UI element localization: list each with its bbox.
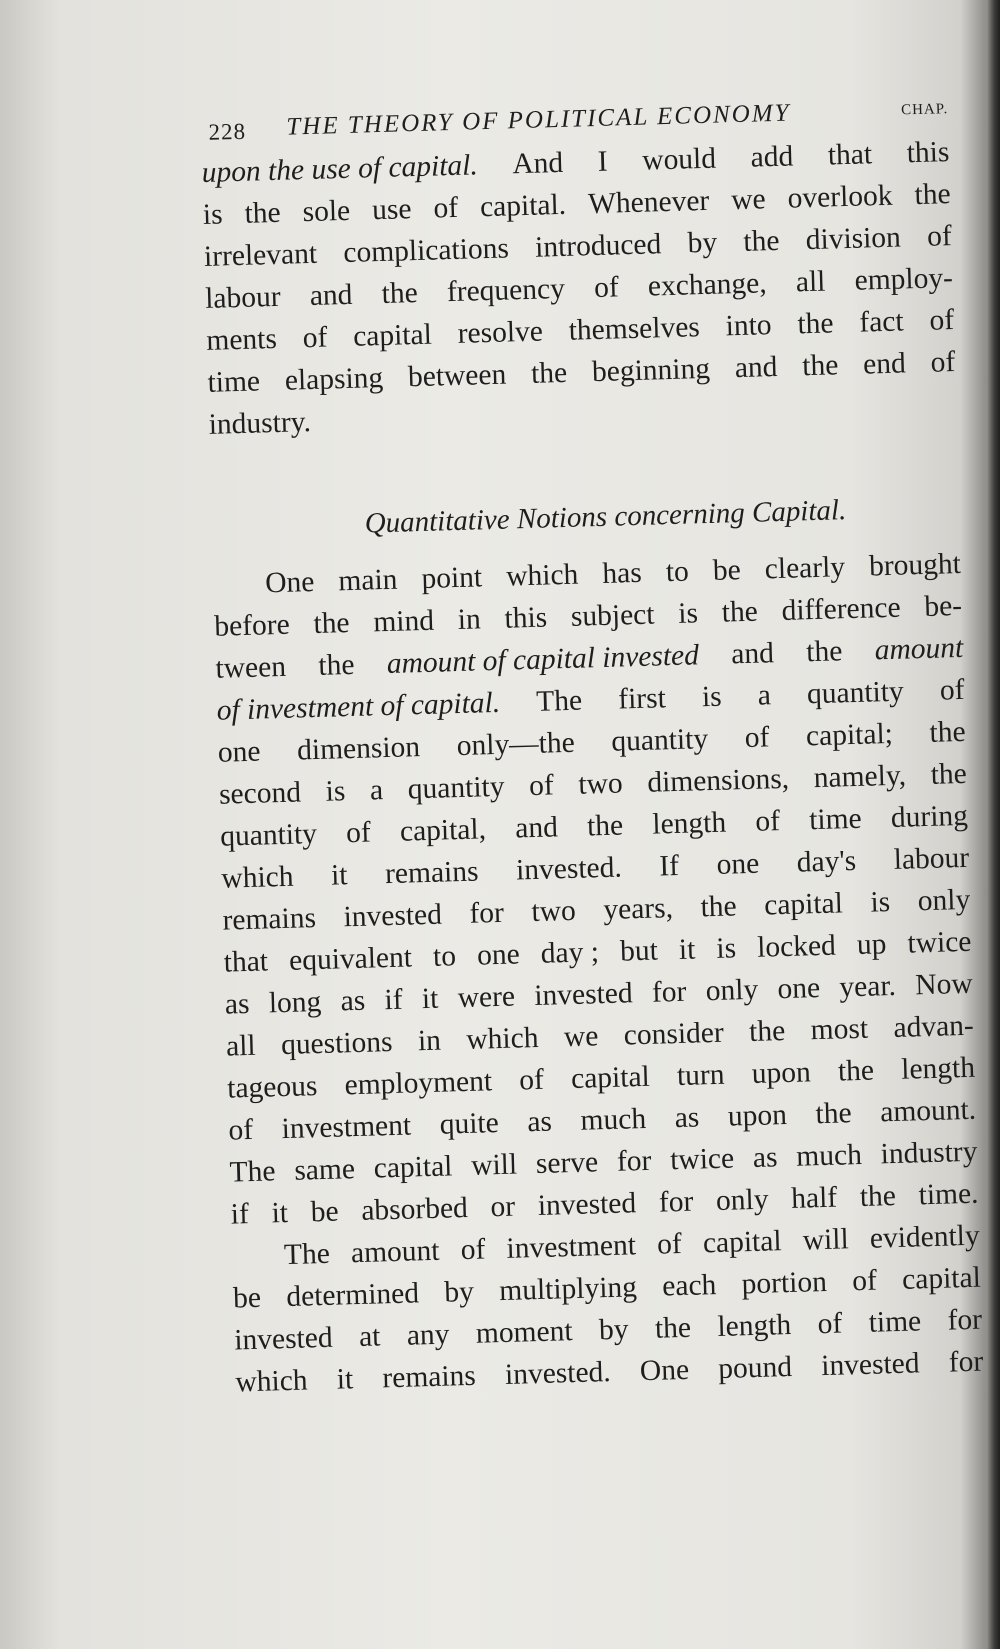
word: the [914, 178, 952, 212]
word: equivalent [288, 941, 413, 977]
word: of [939, 673, 965, 707]
word: quantity [610, 723, 709, 758]
word: a [369, 774, 384, 807]
page-text-block [200, 91, 984, 1403]
word: moment [475, 1315, 573, 1350]
word: by [443, 1275, 475, 1309]
word: to [665, 555, 690, 589]
word: of [744, 721, 770, 755]
word: Now [914, 967, 974, 1002]
word: invested [537, 1187, 637, 1222]
paragraph [201, 131, 957, 446]
word: if [230, 1198, 250, 1231]
word: only [705, 973, 759, 1008]
word: one [716, 847, 760, 881]
word: it [421, 982, 439, 1016]
word: amount. [879, 1093, 977, 1129]
word: employ- [854, 262, 954, 297]
word: capital [373, 1150, 453, 1185]
word: will [470, 1148, 518, 1182]
word: mind [372, 604, 435, 639]
word: much [795, 1138, 863, 1173]
word: up [856, 928, 887, 961]
paragraph [231, 1215, 983, 1404]
word: for [948, 1345, 984, 1379]
word: capital. [479, 188, 567, 224]
word: invested [233, 1321, 334, 1357]
word: second [218, 776, 302, 811]
word: the [313, 607, 350, 641]
word: consider [623, 1016, 725, 1052]
word: by [687, 226, 718, 260]
word: of [593, 271, 620, 305]
word: the [815, 1097, 853, 1131]
word: would [641, 142, 717, 177]
word: each [661, 1269, 717, 1303]
word: tween [215, 650, 287, 685]
word: the [797, 307, 834, 341]
word: which [505, 558, 579, 593]
word: labour [204, 280, 282, 315]
word: is [325, 775, 346, 808]
word: during [890, 799, 969, 834]
word: were [457, 980, 516, 1015]
word: is [701, 680, 723, 714]
word: which [235, 1364, 309, 1399]
word: And [511, 146, 564, 181]
word: multiplying [498, 1271, 638, 1308]
word: which [220, 860, 294, 895]
word: of [518, 1063, 545, 1097]
word: of [302, 321, 328, 355]
word: quantity [806, 675, 905, 711]
word: we [563, 1020, 599, 1054]
word: for [469, 896, 505, 930]
word: capital [352, 318, 433, 353]
chapter-abbreviation: CHAP. [900, 101, 949, 119]
word: the [837, 1054, 875, 1088]
word: at [358, 1320, 381, 1354]
word: of [433, 191, 459, 225]
word: sole [302, 194, 351, 229]
word: industry. [208, 406, 312, 441]
word: determined [285, 1277, 420, 1314]
word: one [777, 972, 821, 1006]
word: the [805, 635, 843, 669]
word: day's [796, 844, 857, 879]
italic-phrase: upon the use of capital. [201, 149, 479, 189]
word: upon [751, 1056, 812, 1090]
page-number: 228 [208, 118, 247, 145]
word: but [619, 934, 659, 968]
italic-phrase: of investment of capital. [216, 686, 501, 727]
word: capital [570, 1060, 651, 1096]
word: the [742, 224, 780, 258]
word: that [827, 138, 873, 172]
word: difference [781, 591, 901, 627]
word: tageous [226, 1070, 318, 1105]
word: amount [350, 1234, 440, 1270]
word: it [678, 933, 696, 966]
book-spine-shadow [986, 0, 1000, 1649]
word: is [202, 198, 224, 231]
word: twice [669, 1142, 735, 1177]
word: employment [344, 1065, 493, 1102]
word: capital [901, 1261, 982, 1296]
word: point [421, 561, 483, 595]
word: subject [570, 598, 655, 633]
word: only [715, 1183, 769, 1218]
word: of [460, 1233, 486, 1267]
word: the [748, 1015, 786, 1049]
word: in [417, 1024, 442, 1058]
word: main [337, 563, 398, 598]
word: The [535, 684, 583, 718]
word: two [577, 767, 624, 801]
word: for [658, 1185, 694, 1219]
word: capital, [399, 813, 487, 848]
word: of [528, 769, 555, 803]
word: quite [439, 1107, 500, 1141]
word: pound [717, 1350, 793, 1386]
word: the [859, 1179, 897, 1213]
word: the [929, 715, 967, 749]
word: add [750, 140, 794, 174]
word: Whenever [587, 184, 710, 221]
word: any [406, 1318, 450, 1352]
word: ments [205, 322, 278, 357]
word: one [476, 938, 521, 972]
word: of [929, 304, 955, 337]
word: is [677, 597, 699, 630]
word: One [264, 565, 315, 600]
word: and [734, 350, 778, 385]
word: be- [923, 589, 963, 623]
word: length [651, 806, 727, 841]
word: namely, [813, 759, 907, 795]
word: much [580, 1102, 647, 1137]
word: portion [741, 1265, 828, 1301]
word: serve [535, 1146, 599, 1181]
word: time [207, 365, 261, 399]
word: beginning [591, 352, 711, 389]
word: the [654, 1311, 692, 1345]
word: the [530, 356, 568, 390]
word: dimensions, [646, 762, 790, 799]
word: capital; [805, 717, 894, 753]
word: same [293, 1153, 356, 1187]
word: The [229, 1155, 276, 1189]
word: for [616, 1144, 652, 1178]
word: in [457, 603, 482, 636]
word: length [717, 1308, 792, 1344]
word: is [715, 932, 737, 965]
word: the [317, 648, 355, 682]
word: the [721, 595, 759, 629]
word: that [223, 945, 269, 979]
word: exchange, [647, 267, 768, 303]
word: this [504, 601, 548, 635]
word: a [757, 679, 772, 712]
word: the [700, 890, 738, 924]
word: for [651, 975, 687, 1009]
word: as [526, 1105, 553, 1139]
word: The [283, 1237, 331, 1272]
word: invested [343, 898, 443, 934]
word: the [586, 809, 624, 843]
word: overlook [787, 179, 893, 215]
running-title: THE THEORY OF POLITICAL ECONOMY [286, 99, 791, 141]
word: invested [533, 977, 634, 1013]
word: two [531, 894, 577, 929]
word: remains [222, 902, 317, 937]
word: only—the [456, 726, 576, 763]
word: half [790, 1181, 838, 1215]
word: of [345, 816, 372, 850]
word: time [808, 802, 863, 837]
word: clearly [764, 551, 846, 586]
word: only [917, 883, 971, 918]
word: the [381, 276, 419, 310]
word: turn [676, 1058, 725, 1093]
word: be [232, 1281, 262, 1315]
word: quantity [407, 770, 505, 806]
word: year. [838, 969, 897, 1004]
word: for [947, 1303, 983, 1337]
word: time. [918, 1177, 979, 1212]
word: and [514, 811, 559, 845]
word: it [271, 1196, 289, 1230]
word: questions [280, 1025, 393, 1062]
word: introduced [534, 228, 662, 264]
word: capital [702, 1225, 782, 1260]
word: twice [907, 925, 972, 960]
word: day ; [540, 936, 600, 970]
word: investment [281, 1109, 412, 1146]
word: be [712, 554, 742, 587]
word: by [598, 1313, 629, 1347]
word: of [851, 1264, 878, 1298]
word: as [340, 984, 366, 1018]
word: it [336, 1363, 354, 1396]
word: one [217, 735, 261, 769]
word: advan- [893, 1009, 975, 1044]
word: long [268, 985, 322, 1020]
word: this [906, 136, 950, 170]
word: frequency [446, 272, 566, 309]
word: be [310, 1195, 340, 1229]
italic-phrase: amount of capital invested [386, 639, 700, 680]
word: industry [880, 1135, 978, 1171]
word: of [930, 346, 956, 379]
word: as [674, 1101, 700, 1135]
word: division [805, 221, 902, 257]
word: first [617, 682, 667, 716]
word: irrelevant [203, 237, 318, 273]
word: if [384, 983, 404, 1017]
word: the [244, 196, 282, 230]
section-heading: Quantitative Notions concerning Capital. [364, 494, 847, 540]
word: to [432, 940, 457, 973]
word: evidently [869, 1219, 981, 1255]
word: locked [756, 929, 837, 964]
word: labour [893, 841, 970, 876]
word: all [225, 1029, 257, 1063]
paragraph [213, 543, 979, 1236]
word: invested. [515, 851, 623, 887]
word: between [407, 358, 507, 394]
word: absorbed [360, 1191, 469, 1227]
word: and [730, 637, 775, 671]
word: themselves [568, 311, 701, 347]
word: is [870, 886, 891, 919]
word: capital [763, 887, 844, 922]
word: fact [858, 305, 905, 339]
word: we [730, 183, 767, 217]
word: brought [868, 547, 962, 583]
word: of [926, 220, 953, 253]
word: all [795, 265, 826, 299]
word: invested [820, 1347, 920, 1383]
word: as [752, 1141, 778, 1174]
word: which [465, 1021, 539, 1056]
body-text [201, 131, 984, 1403]
word: of [228, 1113, 254, 1147]
word: use [371, 193, 412, 227]
word: has [601, 556, 643, 590]
word: the [801, 349, 839, 383]
word: will [802, 1223, 850, 1257]
word: it [330, 859, 348, 892]
word: One [639, 1353, 690, 1388]
word: of [817, 1307, 843, 1341]
word: years, [602, 892, 674, 927]
word: dimension [296, 731, 421, 767]
word: If [658, 849, 680, 883]
word: quantity [219, 818, 318, 853]
word: before [213, 608, 291, 643]
word: most [810, 1012, 869, 1047]
italic-phrase: amount [874, 631, 964, 667]
word: time [868, 1305, 922, 1339]
word: remains [381, 1359, 477, 1395]
word: the [930, 757, 968, 791]
word: end [862, 347, 907, 381]
word: I [597, 145, 609, 178]
word: resolve [457, 315, 544, 350]
word: complications [342, 232, 510, 270]
word: as [224, 987, 250, 1021]
word: remains [384, 855, 479, 891]
word: upon [727, 1099, 788, 1133]
word: invested. [504, 1356, 612, 1391]
word: of [656, 1227, 683, 1261]
word: into [725, 309, 773, 343]
word: length [900, 1051, 976, 1086]
word: elapsing [284, 361, 384, 397]
word: of [754, 805, 781, 838]
word: investment [506, 1229, 637, 1265]
word: or [490, 1190, 516, 1224]
word: and [309, 278, 353, 312]
